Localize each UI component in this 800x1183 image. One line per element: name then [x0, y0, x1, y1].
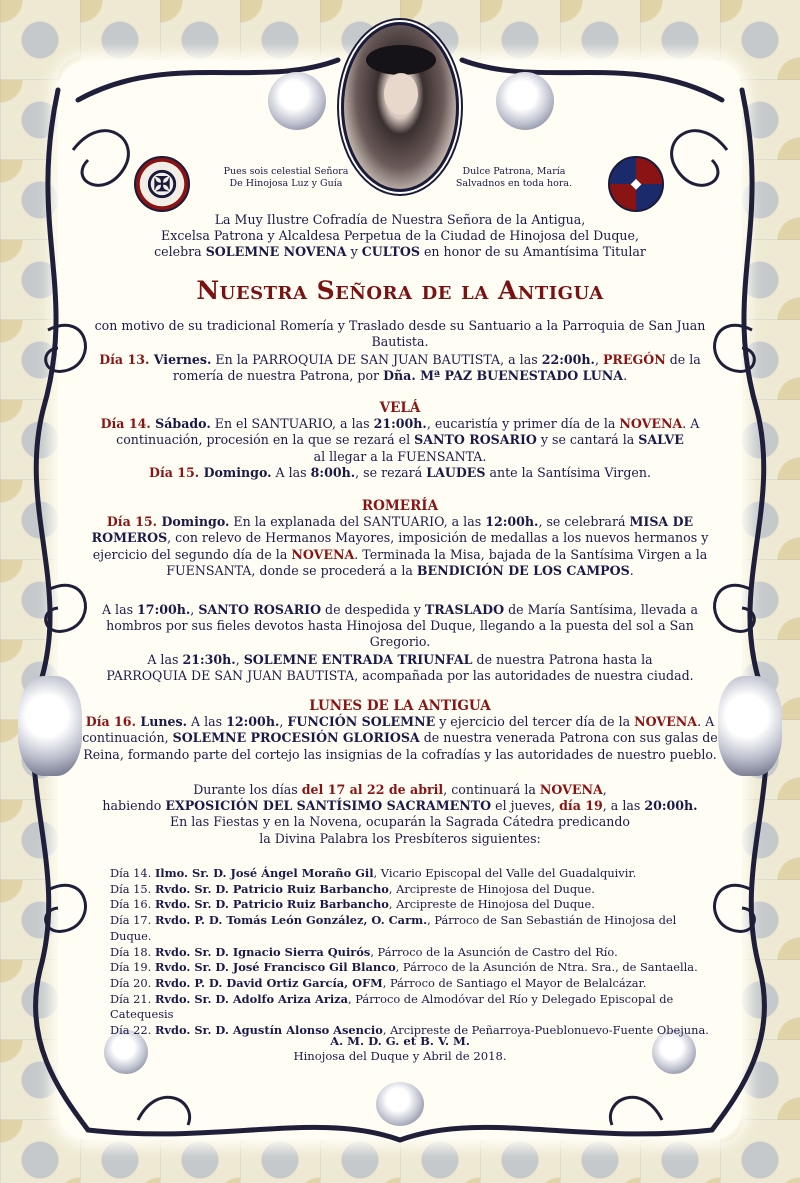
vela-d14-t1: En el SANTUARIO, a las	[210, 416, 374, 432]
dia13-time: 22:00h.	[541, 352, 595, 367]
novena-line3: En las Fiestas y en la Novena, ocuparán la Sagrada Cátedra predicando	[169, 814, 631, 830]
dia13-block	[80, 352, 720, 384]
romeria-t2: , se celebrará	[538, 514, 630, 530]
preacher-role: , Arcipreste de Peñarroya-Pueblonuevo-Fuente Obejuna.	[382, 1023, 709, 1038]
vela-d15-t3: ante la Santísima Virgen.	[485, 464, 651, 480]
preacher-name: Ilmo. Sr. D. José Ángel Moraño Gil	[154, 866, 374, 880]
dia13-day: Día 13.	[99, 352, 150, 367]
intro-line3	[80, 244, 720, 260]
novena-line2	[80, 798, 720, 814]
preacher-role: , Arcipreste de Hinojosa del Duque.	[388, 897, 595, 912]
vela-d15-t2: , se rezará	[355, 464, 427, 480]
preacher-name: Rvdo. Sr. D. Agustín Alonso Asencio	[154, 1023, 383, 1038]
romeria-block	[80, 498, 720, 579]
romeria-p2-t3: de despedida y	[321, 602, 425, 617]
preacher-role: , Párroco de Santiago el Mayor de Belalcázar.	[382, 975, 647, 990]
preacher-day: Día 14.	[110, 866, 155, 880]
town-coat-of-arms-right: ◆	[608, 156, 664, 212]
list-item	[110, 960, 710, 976]
dia13-speaker: Dña. Mª PAZ BUENESTADO LUNA	[383, 368, 624, 384]
lunes-heading: LUNES DE LA ANTIGUA	[309, 698, 491, 714]
list-item	[110, 913, 710, 944]
romeria-t3: , con relevo de Hermanos Mayores, imposición de medallas a los nuevos hermanos y	[167, 530, 709, 546]
cherub-left-side	[18, 676, 82, 776]
vela-d15-t1: A las	[271, 464, 311, 480]
novena-t1: Durante los días	[193, 782, 302, 797]
dia13-line2	[80, 368, 720, 384]
intro-text-a: celebra	[154, 244, 206, 260]
quote-right	[444, 166, 584, 190]
romeria-p3-line2: PARROQUIA DE SAN JUAN BAUTISTA, acompañada por las autoridades de nuestra ciudad.	[106, 668, 694, 684]
preacher-name: Rvdo. P. D. Tomás León González, O. Carm.	[154, 913, 428, 928]
preacher-role: , Párroco de San Sebastián de Hinojosa del Duque.	[110, 913, 677, 943]
preacher-name: Rvdo. Sr. D. Patricio Ruiz Barbancho	[154, 881, 389, 896]
romeria-p2-rosario: SANTO ROSARIO	[198, 602, 322, 617]
romeria-p3-t1: A las	[147, 652, 183, 667]
romeria-p2	[80, 602, 720, 651]
lunes-t6: de nuestra venerada Patrona con sus galas de	[419, 730, 718, 746]
romeria-line3	[80, 547, 720, 563]
vela-d15-laudes: LAUDES	[426, 464, 486, 480]
footer	[80, 1034, 720, 1064]
romeria-t6: FUENSANTA, donde se procederá a la	[166, 562, 417, 578]
vela-d14-t5: y se cantará la	[536, 432, 639, 448]
lunes-novena: NOVENA	[634, 714, 698, 730]
dia13-t1: En la PARROQUIA DE SAN JUAN BAUTISTA, a las	[211, 352, 542, 367]
dia13-line1	[80, 352, 720, 368]
lunes-line2	[80, 730, 720, 746]
preacher-name: Rvdo. P. D. David Ortiz García, OFM	[154, 975, 383, 990]
vela-d15-time: 8:00h.	[310, 464, 356, 480]
preacher-day: Día 18.	[110, 944, 155, 959]
quote-left-line1: Pues sois celestial Señora	[223, 166, 349, 177]
novena-dates: del 17 al 22 de abril	[301, 782, 444, 797]
intro-cultos: CULTOS	[361, 244, 420, 260]
vela-d14-t4: continuación, procesión en la que se rezará el	[116, 432, 415, 448]
list-item	[110, 897, 710, 913]
preacher-name: Rvdo. Sr. D. José Francisco Gil Blanco	[154, 960, 396, 975]
vela-d14-weekday: Sábado.	[150, 416, 211, 432]
preacher-day: Día 19.	[110, 960, 155, 975]
preacher-day: Día 16.	[110, 897, 155, 912]
page-content	[80, 0, 720, 1183]
dia13-t3: de la	[665, 352, 701, 367]
cherub-right-side	[718, 676, 782, 776]
preachers-list	[110, 866, 710, 1039]
novena-novena: NOVENA	[539, 782, 603, 797]
romeria-p3-entrada: SOLEMNE ENTRADA TRIUNFAL	[243, 652, 473, 667]
lunes-day: Día 16.	[85, 714, 136, 730]
list-item	[110, 945, 710, 961]
vela-d15-day: Día 15.	[149, 464, 200, 480]
preacher-name: Rvdo. Sr. D. Ignacio Sierra Quirós	[154, 944, 371, 959]
list-item	[110, 992, 710, 1023]
romeria-time: 12:00h.	[485, 514, 539, 530]
lunes-t1: A las	[187, 714, 227, 730]
vela-d15-weekday: Domingo.	[199, 464, 272, 480]
footer-place-date: Hinojosa del Duque y Abril de 2018.	[293, 1049, 507, 1063]
page-title: Nuestra Señora de la Antigua	[196, 276, 604, 305]
novena-t3: ,	[602, 782, 607, 797]
preacher-name: Rvdo. Sr. D. Patricio Ruiz Barbancho	[154, 897, 389, 912]
intro-novena: SOLEMNE NOVENA	[205, 244, 347, 260]
lunes-time: 12:00h.	[226, 714, 280, 730]
lunes-weekday: Lunes.	[135, 714, 188, 730]
preacher-day: Día 20.	[110, 975, 155, 990]
romeria-day: Día 15.	[106, 514, 158, 530]
preacher-role: , Párroco de Almodóvar del Río y Delegado Episcopal de Catequesis	[110, 991, 674, 1022]
vela-d14-t2: , eucaristía y primer día de la	[426, 416, 620, 432]
preacher-day: Día 22.	[110, 1023, 155, 1038]
romeria-p2-time: 17:00h.	[137, 602, 191, 617]
romeria-p3-line1	[80, 652, 720, 668]
novena-block	[80, 782, 720, 847]
lunes-t3: y ejercicio del tercer día de la	[435, 714, 635, 730]
romeria-t5: . Terminada la Misa, bajada de la Santísima Virgen a la	[354, 546, 708, 562]
vela-d14-rosario: SANTO ROSARIO	[414, 432, 537, 448]
novena-t6: , a las	[602, 798, 645, 814]
romeria-misa2: ROMEROS	[91, 530, 168, 546]
lunes-procesion: SOLEMNE PROCESIÓN GLORIOSA	[172, 730, 420, 746]
romeria-line2	[80, 530, 720, 546]
romeria-bendicion: BENDICIÓN DE LOS CAMPOS	[416, 562, 630, 578]
intro-text	[80, 212, 720, 261]
romeria-p2-t1: A las	[101, 602, 138, 617]
vela-d14-salve: SALVE	[638, 432, 684, 448]
list-item	[110, 866, 710, 882]
dia13-t5: .	[623, 368, 628, 384]
romeria-p2-line1	[80, 602, 720, 618]
romeria-heading: ROMERÍA	[361, 498, 439, 514]
dia13-t2: ,	[594, 352, 603, 367]
novena-t4: habiendo	[102, 798, 166, 814]
romeria-p3-t3: de nuestra Patrona hasta la	[472, 652, 653, 667]
romeria-misa1: MISA DE	[629, 514, 694, 530]
quote-left-line2: De Hinojosa Luz y Guía	[229, 178, 343, 189]
vela-d14-t3: . A	[682, 416, 700, 432]
vela-line3: al llegar a la FUENSANTA.	[313, 448, 487, 464]
preacher-role: , Arcipreste de Hinojosa del Duque.	[388, 881, 595, 896]
intro-text-e: en honor de su Amantísima Titular	[419, 244, 646, 260]
dia13-t4: romería de nuestra Patrona, por	[172, 368, 384, 384]
dia13-weekday: Viernes.	[149, 352, 212, 367]
quote-left	[216, 166, 356, 190]
subtitle: con motivo de su tradicional Romería y Traslado desde su Santuario a la Parroquia de San Juan Bautista.	[94, 318, 706, 350]
romeria-t4: ejercicio del segundo día de la	[92, 546, 292, 562]
quote-right-line2: Salvadnos en toda hora.	[455, 178, 573, 189]
list-item	[110, 882, 710, 898]
footer-motto: A. M. D. G. et B. V. M.	[330, 1034, 470, 1048]
novena-line1	[80, 782, 720, 798]
romeria-line4	[80, 563, 720, 579]
preacher-role: , Párroco de la Asunción de Castro del Río.	[370, 944, 618, 959]
intro-line1: La Muy Ilustre Cofradía de Nuestra Señora de la Antigua,	[214, 212, 586, 227]
lunes-line3: Reina, formando parte del cortejo las insignias de la cofradías y las autoridades de nuestro pueblo.	[83, 746, 717, 762]
romeria-p2-t2: ,	[190, 602, 199, 617]
preacher-role: , Vicario Episcopal del Valle del Guadalquivir.	[373, 866, 637, 880]
vela-line2	[80, 432, 720, 448]
romeria-p3	[80, 652, 720, 684]
preacher-role: , Párroco de la Asunción de Ntra. Sra., de Santaella.	[395, 960, 698, 975]
lunes-t5: continuación,	[82, 730, 173, 746]
vela-d14-novena: NOVENA	[619, 416, 683, 432]
vela-block	[80, 400, 720, 481]
romeria-t7: .	[629, 562, 634, 578]
preacher-day: Día 21.	[110, 991, 155, 1006]
novena-exposicion: EXPOSICIÓN DEL SANTÍSIMO SACRAMENTO	[165, 798, 492, 814]
romeria-p3-time: 21:30h.	[182, 652, 236, 667]
quote-right-line1: Dulce Patrona, María	[462, 166, 566, 177]
vela-line4	[80, 465, 720, 481]
lunes-line1	[80, 714, 720, 730]
preacher-day: Día 15.	[110, 881, 155, 896]
romeria-p2-line2: hombros por sus fieles devotos hasta Hinojosa del Duque, llegando a la puesta del sol a San Gregorio.	[106, 618, 694, 650]
dia13-pregon: PREGÓN	[602, 352, 666, 367]
preacher-name: Rvdo. Sr. D. Adolfo Ariza Ariza	[154, 991, 349, 1006]
intro-line2: Excelsa Patrona y Alcaldesa Perpetua de la Ciudad de Hinojosa del Duque,	[161, 228, 639, 244]
vela-line1	[80, 416, 720, 432]
romeria-weekday: Domingo.	[157, 514, 230, 530]
lunes-t4: . A	[697, 714, 715, 730]
vela-heading: VELÁ	[379, 400, 421, 416]
lunes-block	[80, 698, 720, 763]
romeria-p2-t4: de María Santísima, llevada a	[504, 602, 699, 617]
vela-d14-time: 21:00h.	[373, 416, 427, 432]
preacher-day: Día 17.	[110, 913, 155, 928]
romeria-novena: NOVENA	[291, 546, 355, 562]
novena-time: 20:00h.	[644, 798, 698, 814]
lunes-t2: ,	[279, 714, 288, 730]
romeria-t1: En la explanada del SANTUARIO, a las	[229, 514, 486, 530]
intro-text-c: y	[346, 244, 362, 260]
romeria-p2-traslado: TRASLADO	[424, 602, 505, 617]
list-item	[110, 976, 710, 992]
novena-t2: , continuará la	[443, 782, 540, 797]
lunes-funcion: FUNCIÓN SOLEMNE	[287, 714, 436, 730]
vela-d14-day: Día 14.	[100, 416, 151, 432]
novena-line4: la Divina Palabra los Presbíteros siguientes:	[259, 830, 541, 846]
novena-dia19: día 19	[559, 798, 603, 814]
novena-t5: el jueves,	[491, 798, 560, 814]
cofradia-emblem-left: ✠	[134, 156, 190, 212]
romeria-line1	[80, 514, 720, 530]
romeria-p3-t2: ,	[235, 652, 244, 667]
